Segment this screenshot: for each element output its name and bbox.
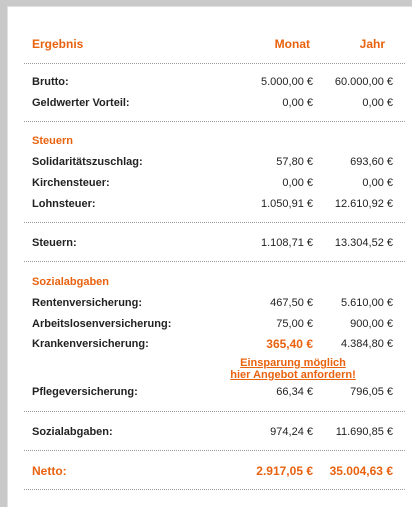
row-year-value: 13.304,52 € bbox=[334, 237, 393, 249]
column-header-month: Monat bbox=[274, 37, 310, 51]
row-year-value: 0,00 € bbox=[362, 97, 393, 109]
row-month-value: 1.108,71 € bbox=[261, 237, 313, 249]
row-label: Brutto: bbox=[32, 76, 69, 88]
result-title: Ergebnis bbox=[32, 37, 84, 51]
row-taxes-total bbox=[24, 234, 405, 252]
row-label: Lohnsteuer: bbox=[32, 198, 96, 210]
row-geldwerter-vorteil bbox=[24, 94, 405, 112]
separator bbox=[24, 121, 405, 122]
row-label: Geldwerter Vorteil: bbox=[32, 97, 130, 109]
separator bbox=[24, 489, 405, 490]
row-month-value: 5.000,00 € bbox=[261, 76, 313, 88]
row-lohnsteuer bbox=[24, 195, 405, 213]
separator bbox=[24, 222, 405, 223]
row-solidaritaetszuschlag bbox=[24, 153, 405, 171]
row-year-value: 12.610,92 € bbox=[334, 198, 393, 210]
offer-line-1: Einsparung möglich bbox=[240, 357, 346, 369]
row-year-value: 35.004,63 € bbox=[329, 464, 393, 478]
row-kirchensteuer bbox=[24, 174, 405, 192]
row-year-value: 4.384,80 € bbox=[341, 338, 393, 350]
row-month-value: 467,50 € bbox=[270, 297, 313, 309]
row-rentenversicherung bbox=[24, 294, 405, 312]
separator bbox=[24, 63, 405, 64]
row-year-value: 5.610,00 € bbox=[341, 297, 393, 309]
row-label: Netto: bbox=[32, 464, 67, 478]
section-title: Steuern bbox=[32, 135, 73, 147]
row-month-value: 0,00 € bbox=[282, 177, 313, 189]
row-social-total bbox=[24, 423, 405, 441]
result-panel bbox=[7, 6, 412, 507]
row-brutto bbox=[24, 73, 405, 91]
row-month-value: 974,24 € bbox=[270, 426, 313, 438]
row-label: Kirchensteuer: bbox=[32, 177, 110, 189]
row-label: Pflegeversicherung: bbox=[32, 386, 138, 398]
row-month-value-highlight: 365,40 € bbox=[266, 337, 313, 351]
row-month-value: 1.050,91 € bbox=[261, 198, 313, 210]
row-year-value: 693,60 € bbox=[350, 156, 393, 168]
row-year-value: 60.000,00 € bbox=[334, 76, 393, 88]
row-year-value: 900,00 € bbox=[350, 318, 393, 330]
row-month-value: 57,80 € bbox=[276, 156, 313, 168]
separator bbox=[24, 411, 405, 412]
separator bbox=[24, 261, 405, 262]
section-taxes bbox=[24, 132, 405, 150]
row-label: Rentenversicherung: bbox=[32, 297, 143, 309]
row-netto bbox=[24, 462, 405, 480]
row-label: Sozialabgaben: bbox=[32, 426, 113, 438]
separator bbox=[24, 450, 405, 451]
row-month-value: 2.917,05 € bbox=[256, 464, 313, 478]
result-header bbox=[24, 35, 405, 53]
row-label: Krankenversicherung: bbox=[32, 338, 149, 350]
row-krankenversicherung bbox=[24, 335, 405, 353]
row-year-value: 0,00 € bbox=[362, 177, 393, 189]
request-offer-link[interactable] bbox=[198, 357, 388, 381]
column-header-year: Jahr bbox=[359, 37, 385, 51]
section-title: Sozialabgaben bbox=[32, 276, 110, 288]
row-label: Arbeitslosenversicherung: bbox=[32, 318, 172, 330]
row-arbeitslosenversicherung bbox=[24, 315, 405, 333]
row-label: Solidaritätszuschlag: bbox=[32, 156, 143, 168]
row-month-value: 0,00 € bbox=[282, 97, 313, 109]
row-pflegeversicherung bbox=[24, 383, 405, 401]
offer-line-2: hier Angebot anfordern! bbox=[230, 369, 356, 381]
row-year-value: 796,05 € bbox=[350, 386, 393, 398]
row-label: Steuern: bbox=[32, 237, 77, 249]
row-month-value: 75,00 € bbox=[276, 318, 313, 330]
row-month-value: 66,34 € bbox=[276, 386, 313, 398]
row-year-value: 11.690,85 € bbox=[335, 426, 393, 438]
section-social bbox=[24, 273, 405, 291]
